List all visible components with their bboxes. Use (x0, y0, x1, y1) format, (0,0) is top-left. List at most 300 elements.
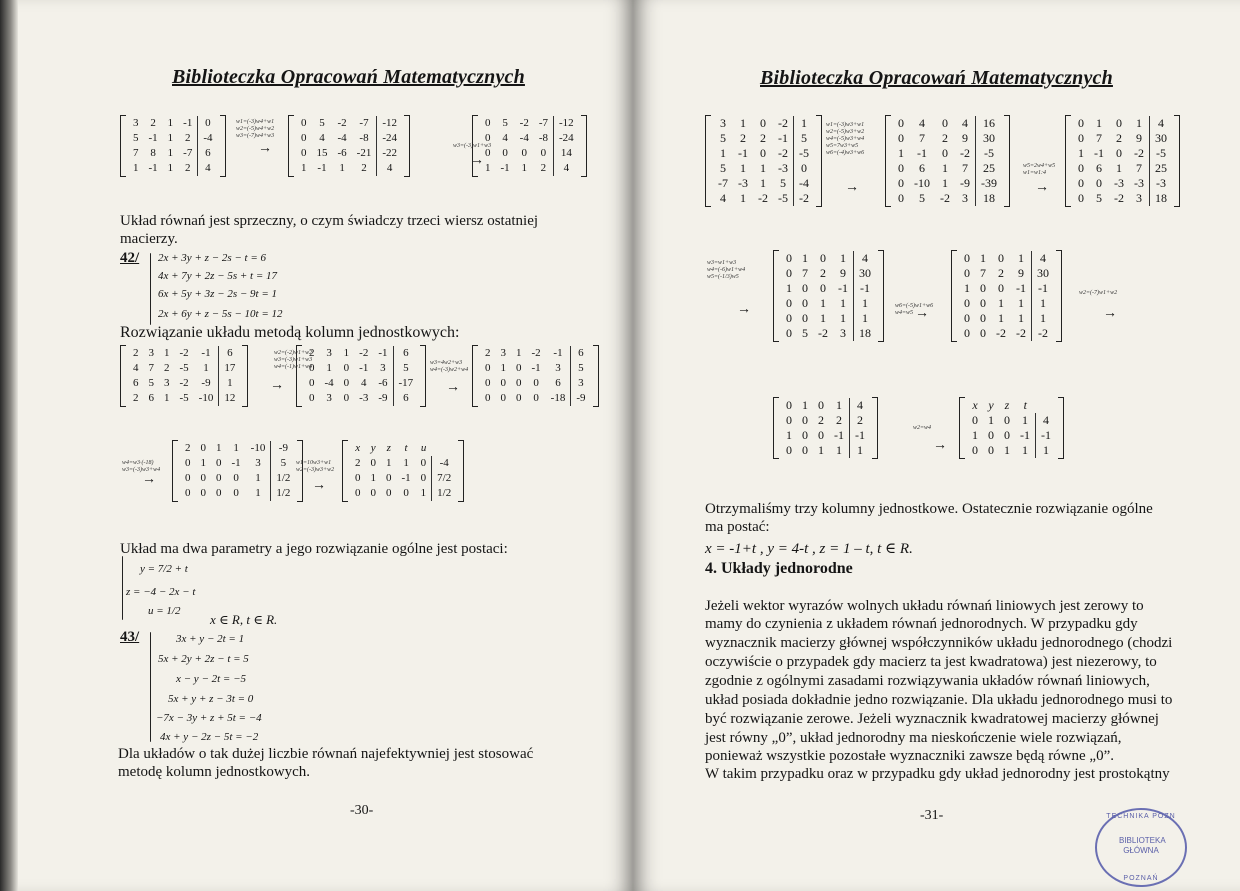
matrix-cell: 0 (980, 296, 986, 310)
matrix-cell: 0 (200, 472, 206, 484)
matrix-row (480, 146, 579, 161)
matrix-cell: -5 (976, 146, 1003, 161)
matrix-cell: 0 (988, 443, 994, 457)
matrix-cell: -9 (960, 176, 970, 190)
matrix-row (128, 146, 218, 161)
matrix-cell: 6 (919, 161, 925, 175)
matrix-cell: 1 (386, 457, 392, 469)
matrix-row (480, 116, 579, 131)
matrix-cell: 14 (554, 146, 579, 161)
matrix-cell: 6 (571, 346, 591, 361)
matrix-cell: -10 (198, 392, 214, 404)
matrix-row (893, 146, 1002, 161)
matrix-cell: 0 (1116, 146, 1122, 160)
matrix-cell: 0 (485, 117, 491, 129)
matrix-cell: -6 (378, 377, 388, 389)
right-matrix-5 (951, 250, 1062, 342)
matrix-cell: 0 (516, 392, 522, 404)
matrix-cell: 1 (942, 176, 948, 190)
matrix-cell: 0 (964, 251, 970, 265)
matrix-cell: -1 (1020, 428, 1030, 442)
stamp-text: GŁÓWNA (1123, 846, 1159, 855)
right-op-6 (913, 425, 931, 432)
matrix-cell: -9 (571, 391, 591, 406)
matrix-cell: 1/2 (271, 471, 296, 486)
matrix-cell: 0 (216, 487, 222, 499)
matrix-row (1073, 176, 1172, 191)
row-operation: w2=w4 (913, 425, 932, 431)
matrix-cell: 5 (1096, 191, 1102, 205)
row-operation: w1=w1:4 (1023, 170, 1047, 176)
matrix-row (304, 361, 418, 376)
matrix-cell: 0 (485, 132, 491, 144)
matrix-cell: 0 (343, 392, 350, 404)
matrix-cell: 2 (540, 162, 547, 174)
paragraph-line: układ posiada dokładnie jedno rozwiązanie. Dla układu jednorodnego musi to (705, 692, 1173, 708)
matrix-cell: 1 (836, 398, 842, 412)
matrix-row (967, 443, 1056, 458)
matrix-cell: 0 (355, 487, 361, 499)
matrix-cell: 4 (133, 362, 139, 374)
matrix-cell: -24 (554, 131, 579, 146)
ex42-matrix-4 (172, 440, 303, 502)
matrix-cell: 1 (233, 442, 239, 454)
matrix-cell: 6 (555, 377, 561, 389)
matrix-cell: -12 (554, 116, 579, 131)
matrix-cell: -2 (519, 117, 529, 129)
matrix-cell: 1 (339, 162, 345, 174)
matrix-cell: 7 (1096, 131, 1102, 145)
matrix-cell: 3 (720, 116, 726, 130)
matrix-row (296, 146, 402, 161)
page-number: -30- (350, 803, 374, 818)
matrix-row (781, 281, 876, 296)
matrix-cell: 0 (802, 413, 808, 427)
matrix-cell: 2 (942, 131, 948, 145)
matrix-cell: -21 (356, 147, 372, 159)
matrix-cell: -1 (778, 131, 788, 145)
matrix-cell: 0 (216, 472, 222, 484)
matrix-cell: 0 (802, 428, 808, 442)
ex41-conclusion: Układ równań jest sprzeczny, o czym świadczy trzeci wiersz ostatniej (120, 213, 539, 229)
matrix-cell: -1 (738, 146, 748, 160)
matrix-cell: 1 (820, 311, 826, 325)
matrix-cell: 7 (962, 161, 968, 175)
matrix-cell: 0 (1078, 176, 1084, 190)
matrix-row (304, 346, 418, 361)
matrix-cell: 0 (820, 251, 826, 265)
right-matrix-6 (773, 397, 878, 459)
matrix-header-cell: x (972, 398, 978, 412)
matrix-cell: 3 (148, 347, 154, 359)
matrix-cell: 0 (760, 146, 766, 160)
matrix-cell: -1 (1016, 281, 1026, 295)
matrix-cell: 0 (964, 326, 970, 340)
matrix-cell: 0 (355, 472, 361, 484)
matrix-cell: 0 (1004, 413, 1010, 427)
row-operation: w2=(-7)w1+w2 (1079, 290, 1118, 296)
matrix-row (480, 391, 591, 406)
matrix-cell: 0 (343, 377, 350, 389)
matrix-cell: 5 (720, 161, 726, 175)
matrix-cell: -2 (1016, 326, 1026, 340)
matrix-cell: 0 (343, 362, 350, 374)
row-operation: w4=(-1)w1+w4 (274, 364, 313, 370)
matrix-row (959, 281, 1054, 296)
matrix-cell: -1 (148, 162, 158, 174)
matrix-cell: 2 (818, 413, 824, 427)
matrix-cell: 0 (898, 161, 904, 175)
section-title: 4. Układy jednorodne (705, 560, 853, 577)
matrix-cell: 1 (1018, 296, 1024, 310)
matrix-cell: -10 (250, 442, 266, 454)
matrix-cell: 4 (198, 161, 218, 176)
matrix-header-cell: y (988, 398, 994, 412)
paragraph-line: ponieważ wszystkie pozostałe wyznaczniki zawsze będą równe „0”. (705, 748, 1114, 764)
matrix-cell: 1 (850, 443, 871, 458)
matrix-cell: 1 (1032, 311, 1055, 326)
paragraph-line: jest równy „0”, układ jednorodny ma nieskończenie wiele rozwiązań, (705, 730, 1122, 746)
matrix-cell: -1 (1094, 146, 1104, 160)
matrix-row (1073, 116, 1172, 131)
matrix-row (128, 131, 218, 146)
matrix-cell: 5 (780, 176, 786, 190)
matrix-row (480, 161, 579, 176)
matrix-cell: -1 (317, 162, 327, 174)
matrix-cell: 1 (219, 376, 241, 391)
matrix-cell: -1 (531, 362, 541, 374)
matrix-cell: 3 (326, 347, 332, 359)
matrix-row (1073, 131, 1172, 146)
matrix-cell: 0 (786, 413, 792, 427)
matrix-row (781, 413, 870, 428)
matrix-cell: 0 (533, 392, 539, 404)
matrix-cell: 1 (840, 296, 846, 310)
matrix-cell: 0 (898, 191, 904, 205)
matrix-cell: 0 (485, 377, 491, 389)
matrix-cell: 2 (185, 162, 191, 174)
matrix-row (180, 456, 295, 471)
matrix-cell: -5 (778, 191, 788, 205)
matrix-cell: 4 (377, 161, 402, 176)
right-solution: x = -1+t , y = 4-t , z = 1 – t, t ∈ R. (705, 541, 913, 557)
row-operation: w4=(-6)w1+w4 (707, 267, 746, 273)
matrix-cell: 0 (898, 131, 904, 145)
matrix-row (959, 251, 1054, 266)
matrix-cell: 1 (854, 311, 877, 326)
matrix-cell: 8 (150, 147, 156, 159)
matrix-cell: 0 (386, 487, 392, 499)
matrix-cell: 2 (133, 392, 139, 404)
matrix-cell: 12 (219, 391, 241, 406)
matrix-cell: -2 (1032, 326, 1055, 341)
row-operation: w3=(-7)w4+w3 (236, 133, 275, 139)
ex42-matrix-5 (342, 440, 464, 502)
matrix-header-cell: y (370, 442, 376, 454)
row-operation: w6=(-4)w3+w6 (826, 150, 865, 156)
matrix-cell: 1 (854, 296, 877, 311)
matrix-row (781, 398, 870, 413)
matrix-row (296, 116, 402, 131)
arrow-icon: → (933, 438, 947, 453)
matrix-cell: 17 (219, 361, 241, 376)
matrix-cell: 2 (850, 413, 871, 428)
matrix-row (959, 296, 1054, 311)
matrix-cell: 1 (1022, 443, 1028, 457)
matrix-cell: 30 (1150, 131, 1173, 146)
matrix-cell: 0 (233, 487, 239, 499)
right-text-2: ma postać: (705, 519, 770, 535)
ex41-matrix-1 (120, 115, 226, 177)
matrix-cell: 0 (786, 443, 792, 457)
matrix-row (128, 376, 240, 391)
matrix-cell: 1 (898, 146, 904, 160)
right-op-1 (826, 122, 864, 157)
matrix-cell: 1 (326, 362, 332, 374)
matrix-row (893, 116, 1002, 131)
arrow-icon: → (737, 302, 751, 317)
matrix-cell: 0 (898, 176, 904, 190)
matrix-cell: 1 (255, 472, 261, 484)
matrix-cell: 0 (786, 296, 792, 310)
matrix-cell: 0 (301, 117, 307, 129)
row-operation: w5=7w3+w5 (826, 143, 859, 149)
matrix-cell: 0 (540, 147, 547, 159)
matrix-cell: -1 (378, 347, 388, 359)
matrix-row (1073, 191, 1172, 206)
matrix-cell: -1 (231, 457, 241, 469)
ex43-text-1: Dla układów o tak dużej liczbie równań najefektywniej jest stosować (118, 746, 534, 762)
matrix-row (180, 486, 295, 501)
matrix-row (480, 376, 591, 391)
matrix-cell: 6 (393, 391, 418, 406)
matrix-cell: 0 (1078, 131, 1084, 145)
matrix-row (296, 161, 402, 176)
matrix-cell: 0 (942, 116, 948, 130)
matrix-cell: 5 (571, 361, 591, 376)
matrix-cell: -3 (1134, 176, 1144, 190)
matrix-cell: -18 (550, 392, 566, 404)
arrow-icon: → (270, 378, 284, 393)
matrix-cell: 1 (164, 392, 170, 404)
matrix-cell: -12 (377, 116, 402, 131)
paragraph-line: być rozwiązanie zerowe. Jeżeli wyznacznik kwadratowej macierzy głównej (705, 711, 1159, 727)
matrix-cell: -2 (1134, 146, 1144, 160)
row-operation: w5=(-1/3)w5 (707, 274, 739, 280)
matrix-cell: 0 (309, 362, 315, 374)
matrix-cell: 0 (216, 457, 222, 469)
matrix-cell: 1 (255, 487, 261, 499)
matrix-cell: 0 (1096, 176, 1102, 190)
matrix-cell: 2 (1116, 131, 1122, 145)
matrix-cell: 7 (919, 131, 925, 145)
matrix-cell: 1 (840, 311, 846, 325)
matrix-cell: 16 (976, 116, 1003, 131)
matrix-cell: 30 (854, 266, 877, 281)
matrix-row (713, 146, 814, 161)
matrix-cell: 4 (361, 377, 367, 389)
matrix-cell: -2 (960, 146, 970, 160)
matrix-header-cell: u (420, 442, 427, 454)
matrix-cell: 3 (500, 347, 506, 359)
matrix-cell: -8 (359, 132, 369, 144)
matrix-cell: -2 (794, 191, 815, 206)
matrix-cell: 5 (794, 131, 815, 146)
ex41-op-1 (236, 119, 274, 140)
matrix-cell: -22 (377, 146, 402, 161)
matrix-cell: -9 (378, 392, 388, 404)
matrix-cell: 0 (533, 377, 539, 389)
matrix-cell: 0 (198, 116, 218, 131)
matrix-cell: 6 (198, 146, 218, 161)
matrix-cell: 6 (148, 392, 154, 404)
matrix-cell: -1 (1036, 428, 1057, 443)
matrix-cell: 0 (1078, 191, 1084, 205)
right-matrix-3 (1065, 115, 1180, 207)
arrow-icon: → (142, 472, 156, 487)
matrix-cell: 0 (502, 147, 508, 159)
matrix-cell: 1 (998, 296, 1004, 310)
matrix-cell: 0 (818, 398, 824, 412)
arrow-icon: → (470, 153, 484, 168)
matrix-cell: -6 (337, 147, 347, 159)
right-op-5 (1079, 290, 1117, 297)
matrix-cell: 5 (802, 326, 808, 340)
matrix-cell: 1 (1022, 413, 1028, 427)
matrix-cell: 0 (964, 296, 970, 310)
matrix-header-cell: z (1004, 398, 1010, 412)
ex43-eq: 5x + y + z − 3t = 0 (168, 693, 254, 705)
matrix-cell: 3 (255, 457, 261, 469)
matrix-row (893, 176, 1002, 191)
right-matrix-2 (885, 115, 1010, 207)
matrix-cell: -8 (538, 132, 549, 144)
matrix-cell: 1 (740, 191, 746, 205)
matrix-cell: 1 (972, 428, 978, 442)
matrix-cell: 1 (794, 116, 815, 131)
matrix-cell: 1 (164, 347, 170, 359)
matrix-row (893, 161, 1002, 176)
matrix-row (781, 311, 876, 326)
matrix-cell: 0 (998, 251, 1004, 265)
matrix-cell: -17 (393, 376, 418, 391)
ex42-sol: y = 7/2 + t (140, 563, 188, 575)
matrix-cell: 0 (516, 362, 522, 374)
ex42-matrix-1 (120, 345, 248, 407)
matrix-cell: 0 (185, 487, 191, 499)
matrix-cell: 1 (740, 161, 746, 175)
matrix-cell: -9 (271, 441, 296, 456)
matrix-cell: 1/2 (271, 486, 296, 501)
matrix-cell: 3 (840, 326, 846, 340)
matrix-cell: 18 (976, 191, 1003, 206)
matrix-cell: 0 (500, 392, 506, 404)
matrix-cell: -9 (201, 377, 211, 389)
right-header: Biblioteczka Opracowań Matematycznych (760, 67, 1113, 89)
matrix-cell: 0 (200, 442, 206, 454)
matrix-cell: 0 (309, 377, 315, 389)
matrix-cell: 15 (316, 147, 328, 159)
arrow-icon: → (845, 180, 859, 195)
matrix-cell: 5 (319, 117, 325, 129)
ex43-eq: x − y − 2t = −5 (176, 673, 247, 685)
matrix-cell: 18 (1150, 191, 1173, 206)
arrow-icon: → (312, 478, 326, 493)
ex42-sol: x ∈ R, t ∈ R. (210, 612, 278, 627)
ex43-eq: −7x − 3y + z + 5t = −4 (156, 712, 262, 724)
matrix-row (350, 486, 456, 501)
arrow-icon: → (1103, 306, 1117, 321)
matrix-cell: 0 (370, 457, 376, 469)
ex42-matrix-3 (472, 345, 599, 407)
matrix-row (893, 131, 1002, 146)
matrix-cell: -3 (738, 176, 748, 190)
matrix-cell: 1 (818, 443, 824, 457)
matrix-cell: 1 (820, 296, 826, 310)
matrix-cell: -3 (1114, 176, 1124, 190)
matrix-cell: -2 (179, 347, 189, 359)
matrix-cell: 0 (485, 147, 491, 159)
matrix-cell: -2 (940, 191, 950, 205)
matrix-cell: 5 (919, 191, 925, 205)
matrix-cell: -3 (1150, 176, 1173, 191)
matrix-cell: 0 (500, 377, 506, 389)
matrix-row (128, 116, 218, 131)
row-operation: w3=w1+w3 (707, 260, 737, 266)
matrix-row (781, 266, 876, 281)
matrix-cell: 1 (980, 251, 986, 265)
matrix-cell: 3 (1136, 191, 1142, 205)
right-matrix-7 (959, 397, 1064, 459)
matrix-cell: -7 (538, 117, 549, 129)
solution-brace (122, 556, 123, 620)
paragraph-line: zgodnie z ogólnymi zasadami rozwiązywania układów równań liniowych, (705, 673, 1150, 689)
matrix-cell: -2 (996, 326, 1006, 340)
matrix-cell: 5 (393, 361, 418, 376)
ex42-sol: u = 1/2 (148, 605, 181, 617)
matrix-cell: 1 (988, 413, 994, 427)
matrix-cell: 5 (133, 132, 139, 144)
matrix-cell: 1 (167, 147, 174, 159)
matrix-cell: 1 (500, 362, 506, 374)
row-operation: w2=(-5)w4+w2 (236, 126, 275, 132)
row-operation: w1=(-3)w3+w1 (826, 122, 865, 128)
ex43-text-2: metodę kolumn jednostkowych. (118, 764, 311, 780)
matrix-cell: -1 (401, 472, 411, 484)
ex43-eq: 3x + y − 2t = 1 (176, 633, 245, 645)
matrix-cell: 4 (554, 161, 579, 176)
matrix-cell: 1 (521, 162, 527, 174)
matrix-cell: -2 (818, 326, 828, 340)
ex41-matrix-2 (288, 115, 410, 177)
matrix-row (1073, 161, 1172, 176)
matrix-cell: 2 (740, 131, 746, 145)
matrix-cell: 2 (820, 266, 826, 280)
matrix-cell: 2 (485, 347, 491, 359)
matrix-cell: 4 (1150, 116, 1173, 131)
ex42-eq: 4x + 7y + 2z − 5s + t = 17 (158, 270, 277, 282)
matrix-cell: 5 (271, 456, 296, 471)
matrix-cell: 4 (854, 251, 877, 266)
matrix-cell: -1 (838, 281, 848, 295)
matrix-cell: 9 (1018, 266, 1024, 280)
ex42-text: Układ ma dwa parametry a jego rozwiązanie ogólne jest postaci: (120, 541, 508, 557)
matrix-cell: 2 (760, 131, 766, 145)
matrix-cell: 0 (964, 266, 970, 280)
paragraph-line: mamy do czynienia z układem równań jednorodnych. W przypadku gdy (705, 616, 1138, 632)
matrix-cell: -1 (850, 428, 871, 443)
right-op-2 (1023, 163, 1055, 177)
